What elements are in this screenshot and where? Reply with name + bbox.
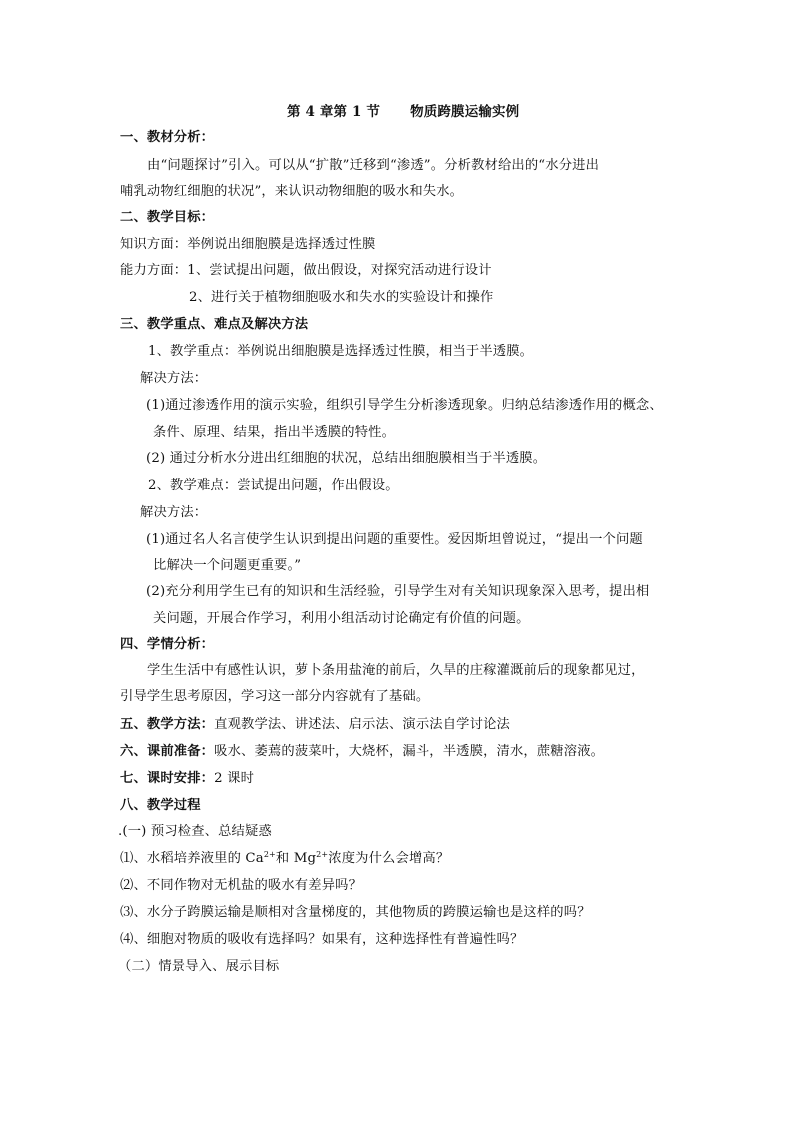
section-5-text: 直观教学法、讲述法、启示法、演示法自学讨论法 [214, 717, 510, 732]
solution-label-2: 解决方法： [140, 505, 208, 520]
document-title [287, 102, 519, 122]
section-6-text: 吸水、萎蔫的菠菜叶，大烧杯，漏斗，半透膜，清水，蔗糖溶液。 [214, 744, 605, 759]
section-2-heading: 二、教学目标： [120, 210, 215, 225]
question-1-part-a: ⑴、水稻培养液里的 Ca [120, 851, 264, 866]
key-method-1-line2: 条件、原理、结果，指出半透膜的特性。 [153, 425, 396, 440]
section-7-text: 2 课时 [214, 771, 255, 786]
section-8-heading: 八、教学过程 [120, 798, 201, 813]
title-chapter: 第 4 章第 1 节 [287, 104, 381, 120]
section-4-line2: 引导学生思考原因，学习这一部分内容就有了基础。 [120, 689, 430, 704]
title-topic: 物质跨膜运输实例 [410, 104, 520, 120]
process-step-2: （二）情景导入、展示目标 [118, 959, 280, 974]
process-step-1: .(一) 预习检查、总结疑惑 [118, 824, 272, 839]
objective-ability-2: 2、进行关于植物细胞吸水和失水的实验设计和操作 [189, 290, 494, 305]
difficulty-method-2-line1: (2)充分利用学生已有的知识和生活经验，引导学生对有关知识现象深入思考，提出相 [146, 584, 650, 599]
teaching-key-point: 1、教学重点：举例说出细胞膜是选择透过性膜，相当于半透膜。 [148, 344, 534, 359]
difficulty-method-1-line1: (1)通过名人名言使学生认识到提出问题的重要性。爱因斯坦曾说过，“提出一个问题 [146, 532, 643, 547]
question-1-sup-2: 2+ [316, 850, 329, 859]
section-1-heading: 一、教材分析： [120, 130, 215, 145]
question-2: ⑵、不同作物对无机盐的吸水有差异吗？ [120, 878, 363, 893]
section-1-paragraph-line1: 由“问题探讨”引入。可以从“扩散”迁移到“渗透”。分析教材给出的“水分进出 [147, 158, 600, 173]
question-3: ⑶、水分子跨膜运输是顺相对含量梯度的，其他物质的跨膜运输也是这样的吗？ [120, 905, 591, 920]
teaching-difficulty: 2、教学难点：尝试提出问题，作出假设。 [148, 478, 399, 493]
section-1-paragraph-line2: 哺乳动物红细胞的状况”，来认识动物细胞的吸水和失水。 [120, 184, 464, 199]
question-1-sup-1: 2+ [263, 850, 276, 859]
difficulty-method-1-line2: 比解决一个问题更重要。” [153, 558, 302, 573]
section-6-heading: 六、课前准备： [120, 744, 215, 759]
section-4-heading: 四、学情分析： [120, 637, 215, 652]
question-1 [120, 849, 449, 869]
key-method-1-line1: (1)通过渗透作用的演示实验，组织引导学生分析渗透现象。归纳总结渗透作用的概念、 [146, 398, 663, 413]
section-4-line1: 学生生活中有感性认识，萝卜条用盐淹的前后，久旱的庄稼灌溉前后的现象都见过， [147, 663, 645, 678]
section-5 [120, 715, 510, 735]
section-5-heading: 五、教学方法： [120, 717, 215, 732]
question-1-part-c: 浓度为什么会增高？ [328, 851, 450, 866]
section-3-heading: 三、教学重点、难点及解决方法 [120, 317, 309, 332]
section-7 [120, 769, 254, 789]
difficulty-method-2-line2: 关问题，开展合作学习，利用小组活动讨论确定有价值的问题。 [153, 611, 530, 626]
section-7-heading: 七、课时安排： [120, 771, 215, 786]
question-1-part-b: 和 Mg [275, 851, 317, 866]
solution-label-1: 解决方法： [140, 371, 208, 386]
question-4: ⑷、细胞对物质的吸收有选择吗？如果有，这种选择性有普遍性吗？ [120, 932, 524, 947]
section-6 [120, 742, 604, 762]
objective-knowledge: 知识方面：举例说出细胞膜是选择透过性膜 [120, 237, 376, 252]
key-method-2: (2) 通过分析水分进出红细胞的状况，总结出细胞膜相当于半透膜。 [146, 451, 547, 466]
objective-ability-1: 能力方面：1、尝试提出问题，做出假设，对探究活动进行设计 [120, 263, 492, 278]
